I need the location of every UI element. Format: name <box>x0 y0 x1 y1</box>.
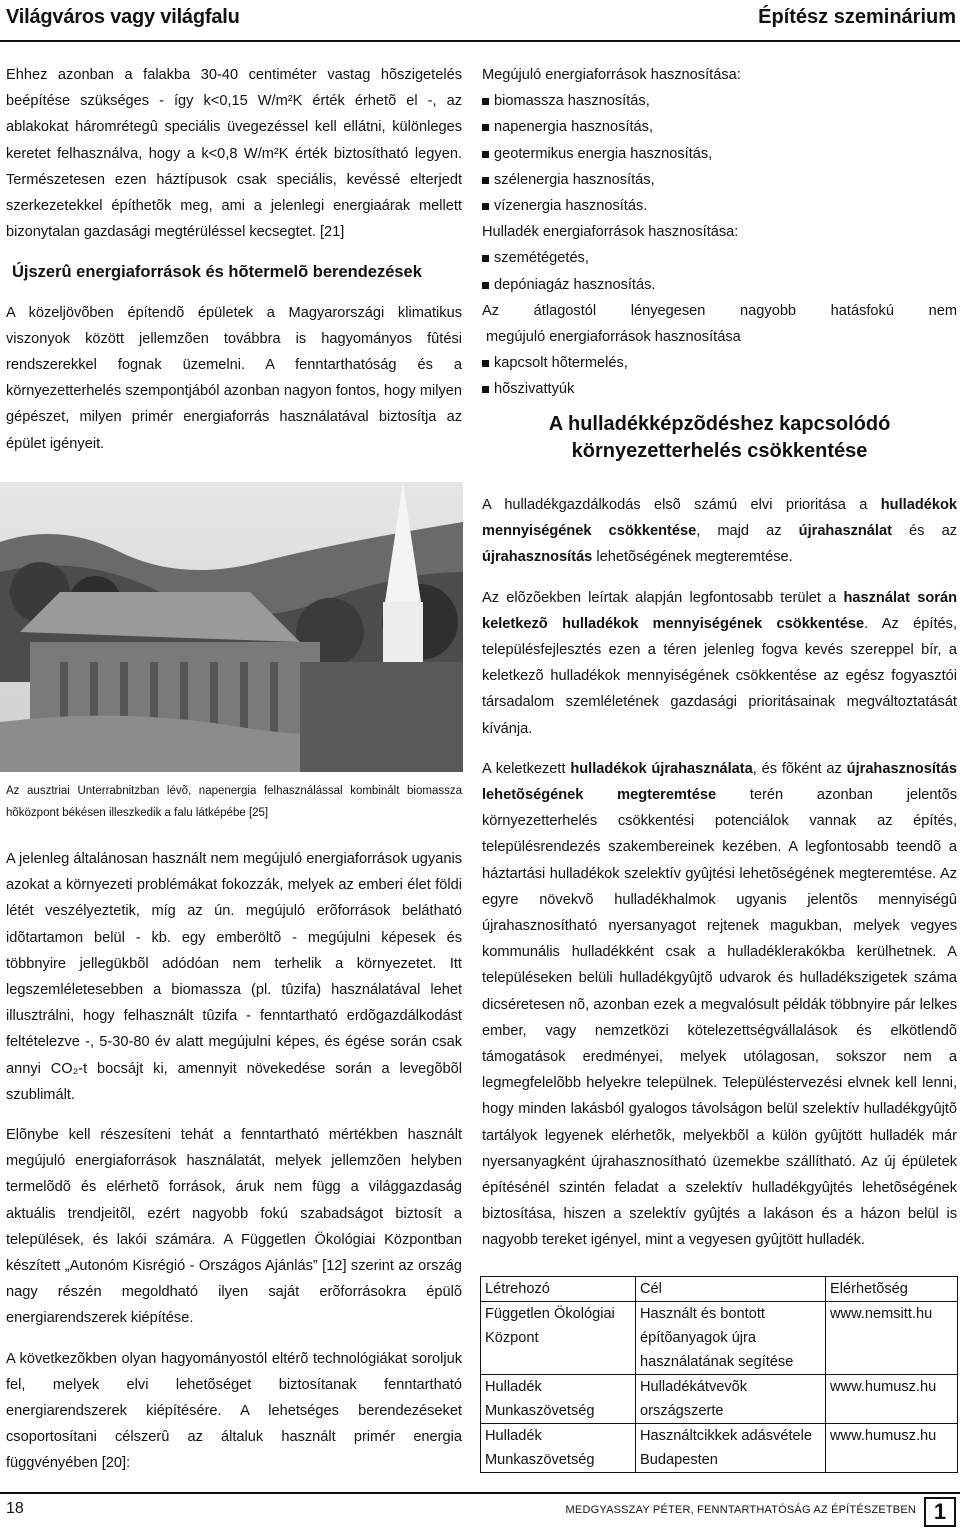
efficiency-title-line1: Az átlagostól lényegesen nagyobb hatásfokú nem <box>482 302 957 319</box>
list-item: szélenergia hasznosítás, <box>482 167 957 193</box>
emphasis-run: használat során keletkezõ hulladékok mennyiségének csökkentése <box>482 589 957 632</box>
chapter-number-box: 1 <box>924 1497 956 1527</box>
section-heading-waste-line1: A hulladékképzõdéshez kapcsolódó <box>548 412 891 435</box>
table-cell: Hulladékátvevõk országszerte <box>636 1375 826 1424</box>
renewable-list <box>482 88 957 219</box>
text-run: A keletkezett <box>482 760 571 777</box>
text-run: , majd az <box>696 523 799 540</box>
paragraph-priority <box>482 492 957 571</box>
section-heading-waste <box>482 411 957 465</box>
table-row <box>481 1424 958 1473</box>
efficiency-title-line2: megújuló energiaforrások hasznosítása <box>486 329 741 346</box>
running-title-right: Építész szeminárium <box>758 6 956 28</box>
text-run: A hulladékgazdálkodás elsõ számú elvi prioritása a <box>482 497 881 513</box>
list-item: kapcsolt hõtermelés, <box>482 350 957 376</box>
list-item: biomassza hasznosítás, <box>482 88 957 114</box>
table-cell: www.nemsitt.hu <box>826 1302 958 1375</box>
table-row <box>481 1375 958 1424</box>
text-run: terén azonban jelentõs környezetterhelés csökkentési potenciálok vannak az építés, településrendezés szakembereinek kezében. A legfontosabb teendõ a háztartási hulladékok szelektív gyûjtési lehetõségének megteremtése. Az egyre növekvõ hulladékhalmok ugyanis jelentõs mennyiségû újrahasznosítható nyersanyagot rejtenek magukban, melyek vegyes kommunális hulladékként csak a hulladéklerakókba kerülhetnek. A településeken belüli hulladékgyûjtõ udvarok és hulladékszigetek száma dicséretesen nõ, azonban ezek a megvalósult példák többnyire pár lelkes ember, vagy nemzetközi kötelezettségvállalások és elkötlendõ támogatások eredményei, melyek utólagosan, sokszor nem a legmegfelelõbb helyekre települnek. Településtervezési elvnek kell lenni, hogy minden lakásból gyalogos távolságon belül szelektív hulladékgyûjtõ tartályok legyenek elérhetõk, melyekbõl a külön gyûjtött hulladék már nyersanyagként újrahasznosítható üzemekbe szállítható. Az új épületek építésénél szintén feladat a szelektív hulladékgyûjtés lehetõségének biztosítása, hiszen a szelektív gyûjtés a lakáson és a házon belül is nagyobb tereket igényel, mint a vegyesen gyûjtött hulladék. <box>482 787 957 1249</box>
running-title-left: Világváros vagy világfalu <box>6 6 240 28</box>
list-item: napenergia hasznosítás, <box>482 114 957 140</box>
paragraph-next-technologies: A következõkben olyan hagyományostól eltérõ technológiákat soroljuk fel, melyek elvi lehetõséget biztosítanak fenntartható energiarendszerek kiépítésére. A lehetséges berendezéseket csoportosítani célszerû az általuk használt primér energia függvényében [20]: <box>6 1350 462 1472</box>
paragraph-preference: Elõnybe kell részesíteni tehát a fenntartható mértékben használt megújuló energiaforrások használatát, melyek jellemzõen helyben termelõdõ és elérhetõ források, áruk nem függ a világgazdaság aktuális trendjeitõl, ezért nagyobb fokú szabadságot biztosít a települések, és lakói számára. A Független Ökológiai Központban készített „Autonóm Kisrégió - Országos Ajánlás” [12] szerint az ország nagy részén megoldható ilyen saját erõforrásokra épülõ energiarendszerek kiépítése. <box>6 1127 462 1327</box>
waste-energy-list <box>482 245 957 297</box>
left-column-top <box>6 62 462 471</box>
efficiency-list <box>482 350 957 402</box>
emphasis-run: újrahasználat <box>798 523 892 540</box>
table-header-cell: Cél <box>636 1277 826 1302</box>
emphasis-run: hulladékok újrahasználata <box>570 760 753 777</box>
text-run: lehetõségének megteremtése. <box>592 549 793 566</box>
emphasis-run: újrahasznosítás <box>482 549 593 566</box>
table-row <box>481 1302 958 1375</box>
list-item: szemétégetés, <box>482 245 957 271</box>
text-run: és az <box>891 523 957 540</box>
table-cell: Hulladék Munkaszövetség <box>481 1375 636 1424</box>
list-item: hõszivattyúk <box>482 376 957 402</box>
village-photo-image <box>0 482 463 772</box>
paragraph-nonrenewable: A jelenleg általánosan használt nem megújuló energiaforrások ugyanis azokat a környezeti problémákat fokozzák, melyek az emberi élet földi létét veszélyeztetik, míg az ún. megújuló erõforrások belátható idõtartamon belül - kb. egy emberöltõ - megújulni képesek és többnyire jellegükbõl adódóan nem terhelik a környezetet. Itt legszemléletesebben a biomassza (pl. tûzifa) használatával lehet illusztrálni, hogy felhasznált tûzifa - fenntartható erdõgazdálkodást feltételezve -, 5-30-80 év alatt megújulni képes, és égése során csak annyi CO₂-t bocsájt ki, amennyit növekedése során a levegõbõl szublimált. <box>6 851 462 1103</box>
list-item: depóniagáz hasznosítás. <box>482 272 957 298</box>
village-photo <box>0 482 463 772</box>
table-cell: www.humusz.hu <box>826 1375 958 1424</box>
table-cell: Hulladék Munkaszövetség <box>481 1424 636 1473</box>
text-run: Az elõzõekben leírtak alapján legfontosabb terület a <box>482 589 844 606</box>
list-item: vízenergia hasznosítás. <box>482 193 957 219</box>
paragraph-near-future: A közeljövõben építendõ épületek a Magyarországi klimatikus viszonyok között jellemzõen továbbra is hagyományos fûtési rendszerekkel fognak üzemelni. A fenntarthatóság és a környezetterhelés szempontjából azonban nagyon fontos, hogy milyen gépészet, milyen primér energiaforrás használatával biztosítja az épület igényeit. <box>6 304 462 452</box>
table-cell: Használt és bontott építõanyagok újra használatának segítése <box>636 1302 826 1375</box>
table-cell: Független Ökológiai Központ <box>481 1302 636 1375</box>
list-item: geotermikus energia hasznosítás, <box>482 141 957 167</box>
right-column-bottom <box>482 492 957 1268</box>
table-cell: Használtcikkek adásvétele Budapesten <box>636 1424 826 1473</box>
text-run: , és fõként az <box>752 760 847 777</box>
table-cell: www.humusz.hu <box>826 1424 958 1473</box>
header-divider <box>0 40 960 42</box>
table-header-cell: Létrehozó <box>481 1277 636 1302</box>
footer-author-title: MEDGYASSZAY PÉTER, FENNTARTHATÓSÁG AZ ÉPÍTÉSZETBEN <box>565 1504 916 1516</box>
right-column-top <box>482 62 957 483</box>
waste-energy-title: Hulladék energiaforrások hasznosítása: <box>482 224 739 241</box>
renewable-title: Megújuló energiaforrások hasznosítása: <box>482 67 741 83</box>
page-number: 18 <box>6 1500 24 1517</box>
footer-divider <box>0 1492 960 1494</box>
emphasis-run: újrahasznosítás lehetõségének megteremtése <box>482 760 957 804</box>
text-run: . Az építés, településfejlesztés ezen a téren jelenleg fogva kevés szereppel bír, a keletkezõ hulladékok mennyiségének csökkentése az egész fogyasztói társadalom szemléletének gazdasági prioritásainak megváltoztatását kívánja. <box>482 615 957 737</box>
paragraph-insulation: Ehhez azonban a falakba 30-40 centiméter vastag hõszigetelés beépítése szükséges - így k<0,15 W/m²K érték érhetõ el -, az ablakokat háromrétegû speciális üvegezéssel kell ellátni, különleges keretet felhasználva, hogy a k<0,8 W/m²K érték biztosítható legyen. Természetesen ezen háztípusok csak speciális, kevéssé elterjedt szerkezetekkel építhetõk meg, ami a jelenlegi energiaárak mellett bizonytalan gazdasági megtérüléssel kecsegtet. [21] <box>6 67 462 241</box>
photo-caption: Az ausztriai Unterrabnitzban lévõ, napenergia felhasználással kombinált biomassza hõközpont békésen illeszkedik a falu látképébe [25] <box>6 785 462 819</box>
table-header-row <box>481 1277 958 1302</box>
waste-organizations-table <box>480 1276 958 1473</box>
section-heading-waste-line2: környezetterhelés csökkentése <box>571 439 868 462</box>
paragraph-reuse <box>482 756 957 1254</box>
section-heading-new-sources: Újszerû energiaforrások és hõtermelõ berendezések <box>12 263 422 282</box>
table-header-cell: Elérhetõség <box>826 1277 958 1302</box>
emphasis-run: hulladékok mennyiségének csökkentése <box>482 497 957 540</box>
left-column-bottom <box>6 846 462 1491</box>
paragraph-most-important <box>482 585 957 742</box>
